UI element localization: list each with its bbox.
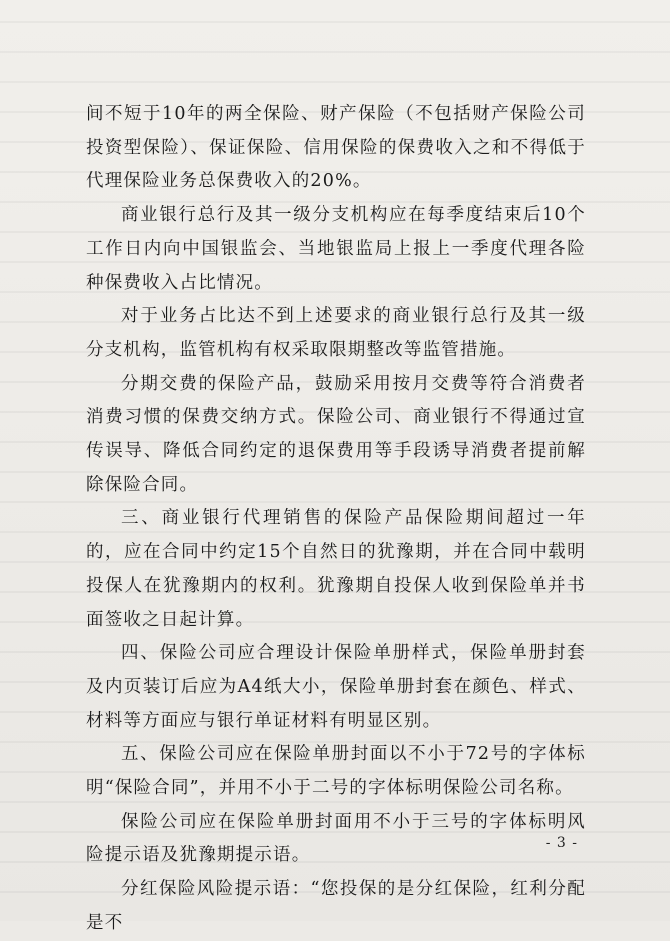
paragraph-7: 五、保险公司应在保险单册封面以不小于72号的字体标明“保险合同”，并用不小于二号的字体标明保险公司名称。 xyxy=(86,744,586,799)
paragraph-5: 三、商业银行代理销售的保险产品保险期间超过一年的，应在合同中约定15个自然日的犹豫期，并在合同中载明投保人在犹豫期内的权利。犹豫期自投保人收到保险单并书面签收之日起计算。 xyxy=(86,508,586,630)
paragraph-9: 分红保险风险提示语：“您投保的是分红保险，红利分配是不 xyxy=(86,879,586,933)
paragraph-8: 保险公司应在保险单册封面用不小于三号的字体标明风险提示语及犹豫期提示语。 xyxy=(86,811,586,866)
paragraph-3: 对于业务占比达不到上述要求的商业银行总行及其一级分支机构，监管机构有权采取限期整改等监管措施。 xyxy=(86,306,586,360)
paragraph-1: 间不短于10年的两全保险、财产保险（不包括财产保险公司投资型保险）、保证保险、信用保险的保费收入之和不得低于代理保险业务总保费收入的20%。 xyxy=(86,104,586,192)
body-text xyxy=(86,98,586,941)
page-number: - 3 - xyxy=(545,835,578,851)
paragraph-2: 商业银行总行及其一级分支机构应在每季度结束后10个工作日内向中国银监会、当地银监局上报上一季度代理各险种保费收入占比情况。 xyxy=(86,205,586,293)
paragraph-6: 四、保险公司应合理设计保险单册样式，保险单册封套及内页装订后应为A4纸大小，保险单册封套在颜色、样式、材料等方面应与银行单证材料有明显区别。 xyxy=(86,643,586,731)
paragraph-4: 分期交费的保险产品，鼓励采用按月交费等符合消费者消费习惯的保费交纳方式。保险公司、商业银行不得通过宣传误导、降低合同约定的退保费用等手段诱导消费者提前解除保险合同。 xyxy=(86,373,586,495)
